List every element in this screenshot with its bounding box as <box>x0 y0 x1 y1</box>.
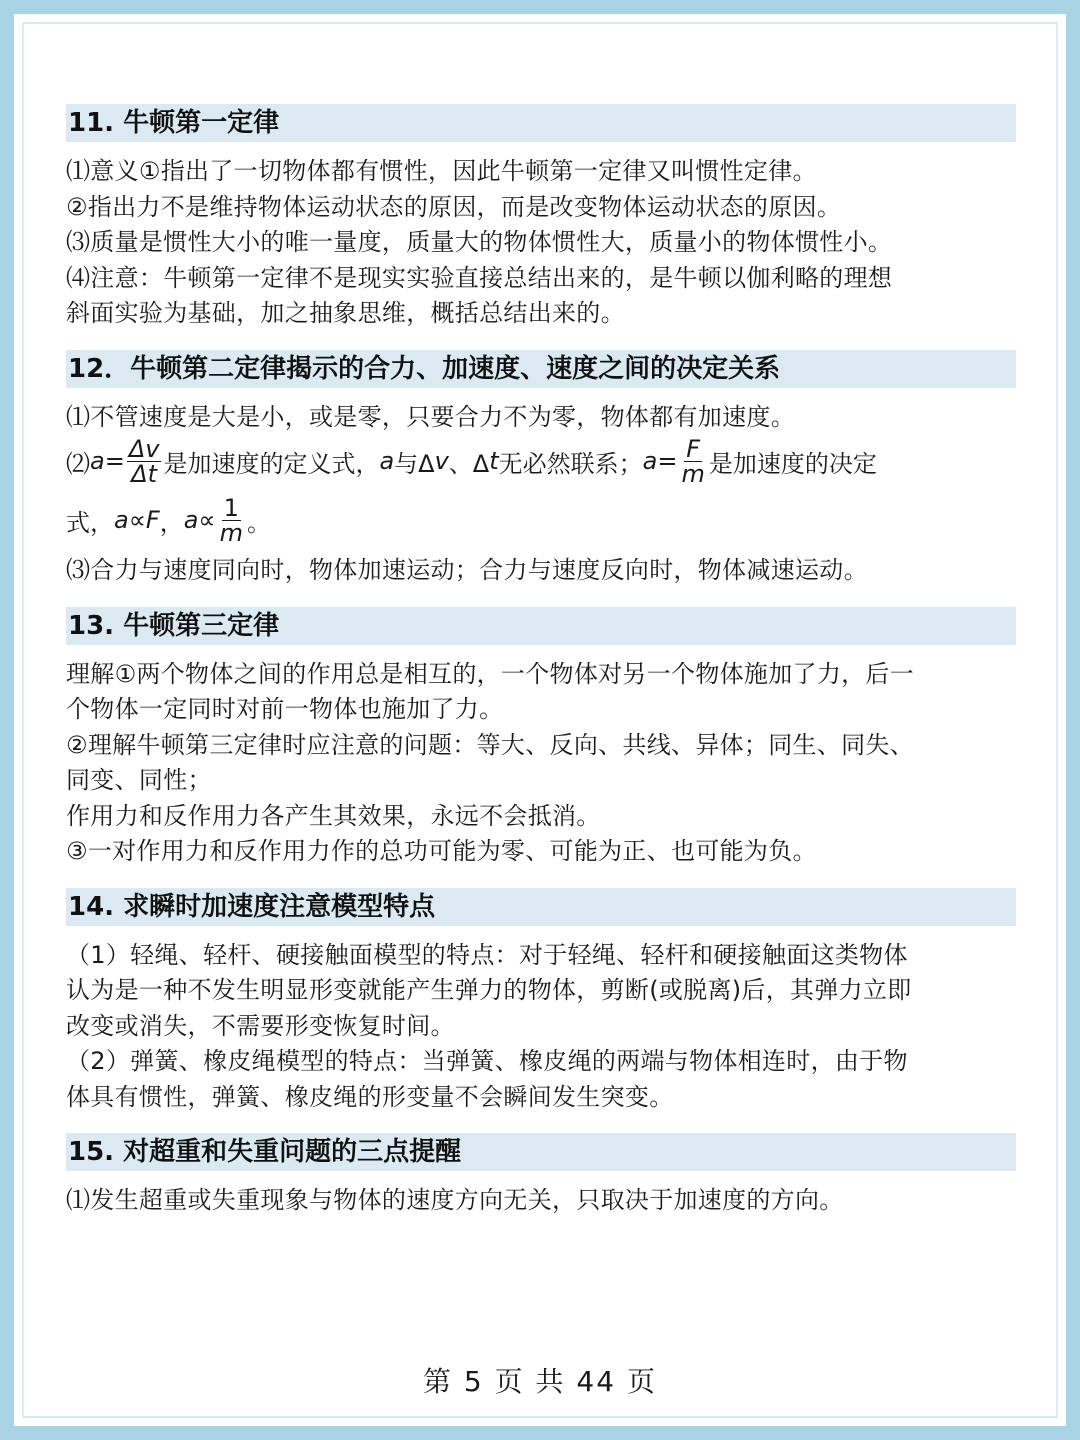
text-line: 理解①两个物体之间的作用总是相互的，一个物体对另一个物体施加了力，后一 <box>66 659 915 688</box>
text-run: ⑵ <box>66 449 90 478</box>
text-run: 式， <box>66 508 114 537</box>
section-body-14 <box>66 926 1016 1134</box>
fraction-denominator: m <box>219 518 243 547</box>
formula-line-proportional <box>66 487 1016 553</box>
fraction-numerator: F <box>686 434 701 463</box>
fraction-one-over-m <box>218 493 245 547</box>
text-line: 认为是一种不发生明显形变就能产生弹力的物体，剪断(或脱离)后，其弹力立即 <box>66 976 912 1004</box>
math-symbol: t <box>489 447 499 475</box>
math-symbol: F <box>145 506 160 534</box>
fraction-numerator: Δv <box>128 434 160 463</box>
text-run: 、Δ <box>448 449 490 478</box>
text-line: 改变或消失，不需要形变恢复时间。 <box>66 1011 455 1040</box>
math-symbol: ∝ <box>128 506 146 534</box>
text-line: ⑴不管速度是大是小，或是零，只要合力不为零，物体都有加速度。 <box>66 402 795 431</box>
text-line: ②理解牛顿第三定律时应注意的问题：等大、反向、共线、异体；同生、同失、 <box>66 730 915 759</box>
text-line: 作用力和反作用力各产生其效果，永远不会抵消。 <box>66 801 601 830</box>
section-title-12: 12．牛顿第二定律揭示的合力、加速度、速度之间的决定关系 <box>66 350 1016 388</box>
text-line: 体具有惯性，弹簧、橡皮绳的形变量不会瞬间发生突变。 <box>66 1082 674 1111</box>
page-number-footer: 第 5 页 共 44 页 <box>423 1365 657 1398</box>
text-line: 个物体一定同时对前一物体也施加了力。 <box>66 695 504 723</box>
text-line: ⑴发生超重或失重现象与物体的速度方向无关，只取决于加速度的方向。 <box>66 1186 844 1214</box>
math-symbol: v <box>434 447 449 475</box>
section-body-15 <box>66 1171 1016 1237</box>
text-run: 是加速度的决定 <box>708 449 877 478</box>
math-symbol: a <box>642 447 658 475</box>
text-line: （2）弹簧、橡皮绳模型的特点：当弹簧、橡皮绳的两端与物体相连时，由于物 <box>66 1047 908 1075</box>
text-run: ， <box>159 508 184 537</box>
section-title-11: 11. 牛顿第一定律 <box>66 104 1016 142</box>
math-symbol: = <box>104 447 125 475</box>
text-line: ⑷注意：牛顿第一定律不是现实实验直接总结出来的，是牛顿以伽利略的理想 <box>66 263 893 292</box>
section-body-12 <box>66 388 1016 607</box>
fraction-denominator: Δt <box>131 459 158 488</box>
text-line: 斜面实验为基础，加之抽象思维，概括总结出来的。 <box>66 299 625 327</box>
formula-line-definition <box>66 435 1016 487</box>
section-body-13 <box>66 645 1016 888</box>
math-symbol: a <box>183 506 199 534</box>
fraction-delta-v-over-delta-t <box>127 434 162 488</box>
text-line: ⑶合力与速度同向时，物体加速运动；合力与速度反向时，物体减速运动。 <box>66 556 868 584</box>
fraction-numerator: 1 <box>223 493 239 522</box>
text-run: 是加速度的定义式， <box>163 449 380 478</box>
fraction-f-over-m <box>679 434 706 488</box>
math-symbol: a <box>379 447 395 475</box>
document-content <box>66 104 1016 1237</box>
text-run: 与Δ <box>394 449 435 478</box>
text-run: 无必然联系； <box>498 449 643 478</box>
math-symbol: = <box>657 447 678 475</box>
text-line: （1）轻绳、轻杆、硬接触面模型的特点：对于轻绳、轻杆和硬接触面这类物体 <box>66 940 908 969</box>
text-run: 。 <box>246 508 271 537</box>
math-symbol: a <box>114 506 129 534</box>
text-line: ⑴意义①指出了一切物体都有惯性，因此牛顿第一定律又叫惯性定律。 <box>66 157 817 185</box>
section-title-14: 14. 求瞬时加速度注意模型特点 <box>66 888 1016 926</box>
section-body-11 <box>66 142 1016 350</box>
section-title-15: 15. 对超重和失重问题的三点提醒 <box>66 1133 1016 1171</box>
fraction-denominator: m <box>681 459 705 488</box>
math-symbol: a <box>90 447 105 475</box>
section-title-13: 13. 牛顿第三定律 <box>66 607 1016 645</box>
text-line: ③一对作用力和反作用力作的总功可能为零、可能为正、也可能为负。 <box>66 837 817 865</box>
text-line: ⑶质量是惯性大小的唯一量度，质量大的物体惯性大，质量小的物体惯性小。 <box>66 228 893 256</box>
text-line: ②指出力不是维持物体运动状态的原因，而是改变物体运动状态的原因。 <box>66 192 842 221</box>
text-line: 同变、同性； <box>66 766 212 794</box>
math-symbol: ∝ <box>198 506 216 534</box>
